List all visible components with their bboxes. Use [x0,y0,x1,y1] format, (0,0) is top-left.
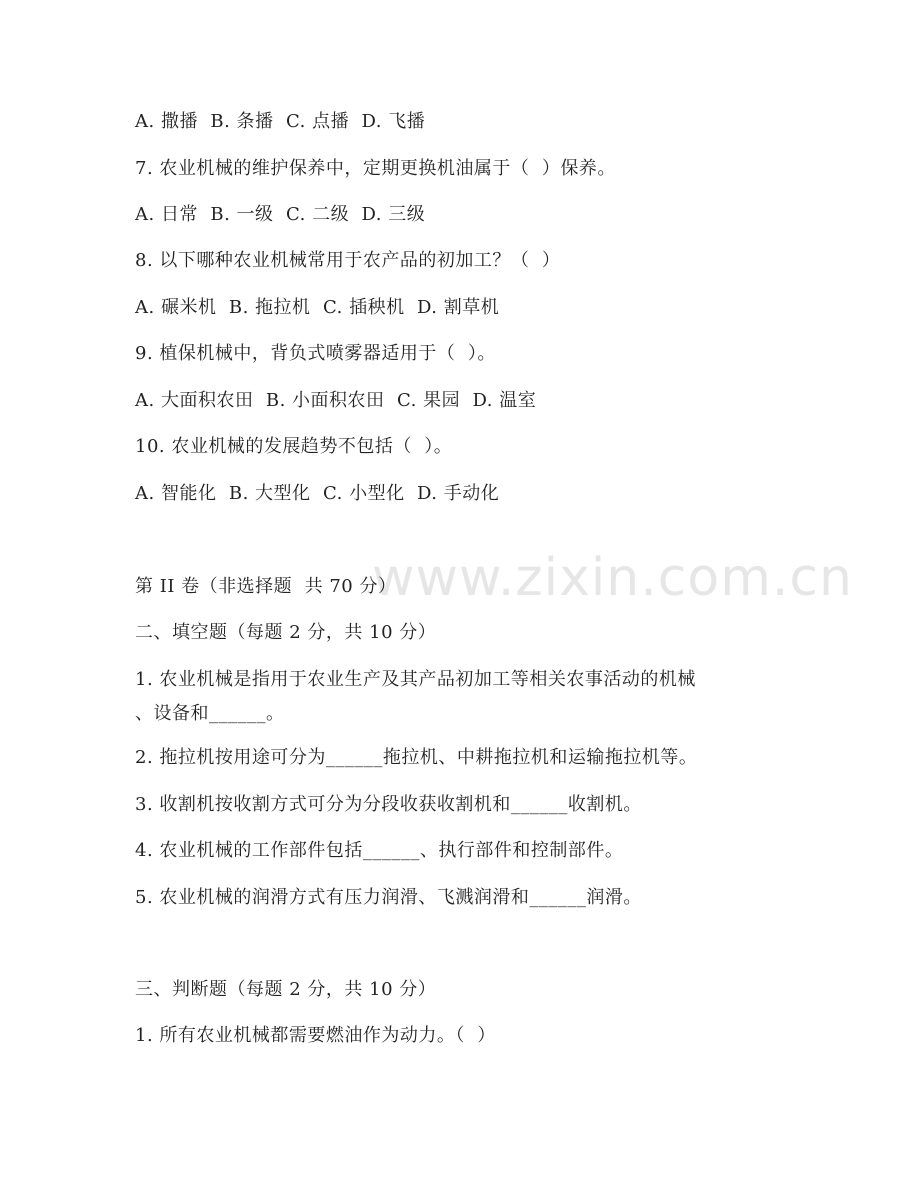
q8-options: A. 碾米机 B. 拖拉机 C. 插秧机 D. 割草机 [135,297,500,318]
fill-q4: 4. 农业机械的工作部件包括______、执行部件和控制部件。 [135,840,624,861]
q8-question: 8. 以下哪种农业机械常用于农产品的初加工？（ ） [135,250,561,271]
watermark: www.zixin.com.cn [372,548,853,608]
tf-q1: 1. 所有农业机械都需要燃油作为动力。（ ） [135,1025,496,1046]
q7-question: 7. 农业机械的维护保养中，定期更换机油属于（ ）保养。 [135,158,616,179]
section-title-true-false: 三、判断题（每题 2 分，共 10 分） [135,979,437,1000]
fill-q1-line2: 、设备和______。 [135,703,285,724]
fill-q3: 3. 收割机按收割方式可分为分段收获收割机和______收割机。 [135,794,642,815]
q6-options: A. 撒播 B. 条播 C. 点播 D. 飞播 [135,111,426,132]
fill-q5: 5. 农业机械的润滑方式有压力润滑、飞溅润滑和______润滑。 [135,887,642,908]
q9-options: A. 大面积农田 B. 小面积农田 C. 果园 D. 温室 [135,390,537,411]
fill-q2: 2. 拖拉机按用途可分为______拖拉机、中耕拖拉机和运输拖拉机等。 [135,747,698,768]
section-title-fill-blank: 二、填空题（每题 2 分，共 10 分） [135,622,437,643]
q9-question: 9. 植保机械中，背负式喷雾器适用于（ ）。 [135,343,496,364]
q10-question: 10. 农业机械的发展趋势不包括（ ）。 [135,436,453,457]
section-title-volume-2: 第 II 卷（非选择题 共 70 分） [135,576,397,597]
fill-q1-line1: 1. 农业机械是指用于农业生产及其产品初加工等相关农事活动的机械 [135,669,696,690]
q7-options: A. 日常 B. 一级 C. 二级 D. 三级 [135,204,426,225]
q10-options: A. 智能化 B. 大型化 C. 小型化 D. 手动化 [135,483,500,504]
